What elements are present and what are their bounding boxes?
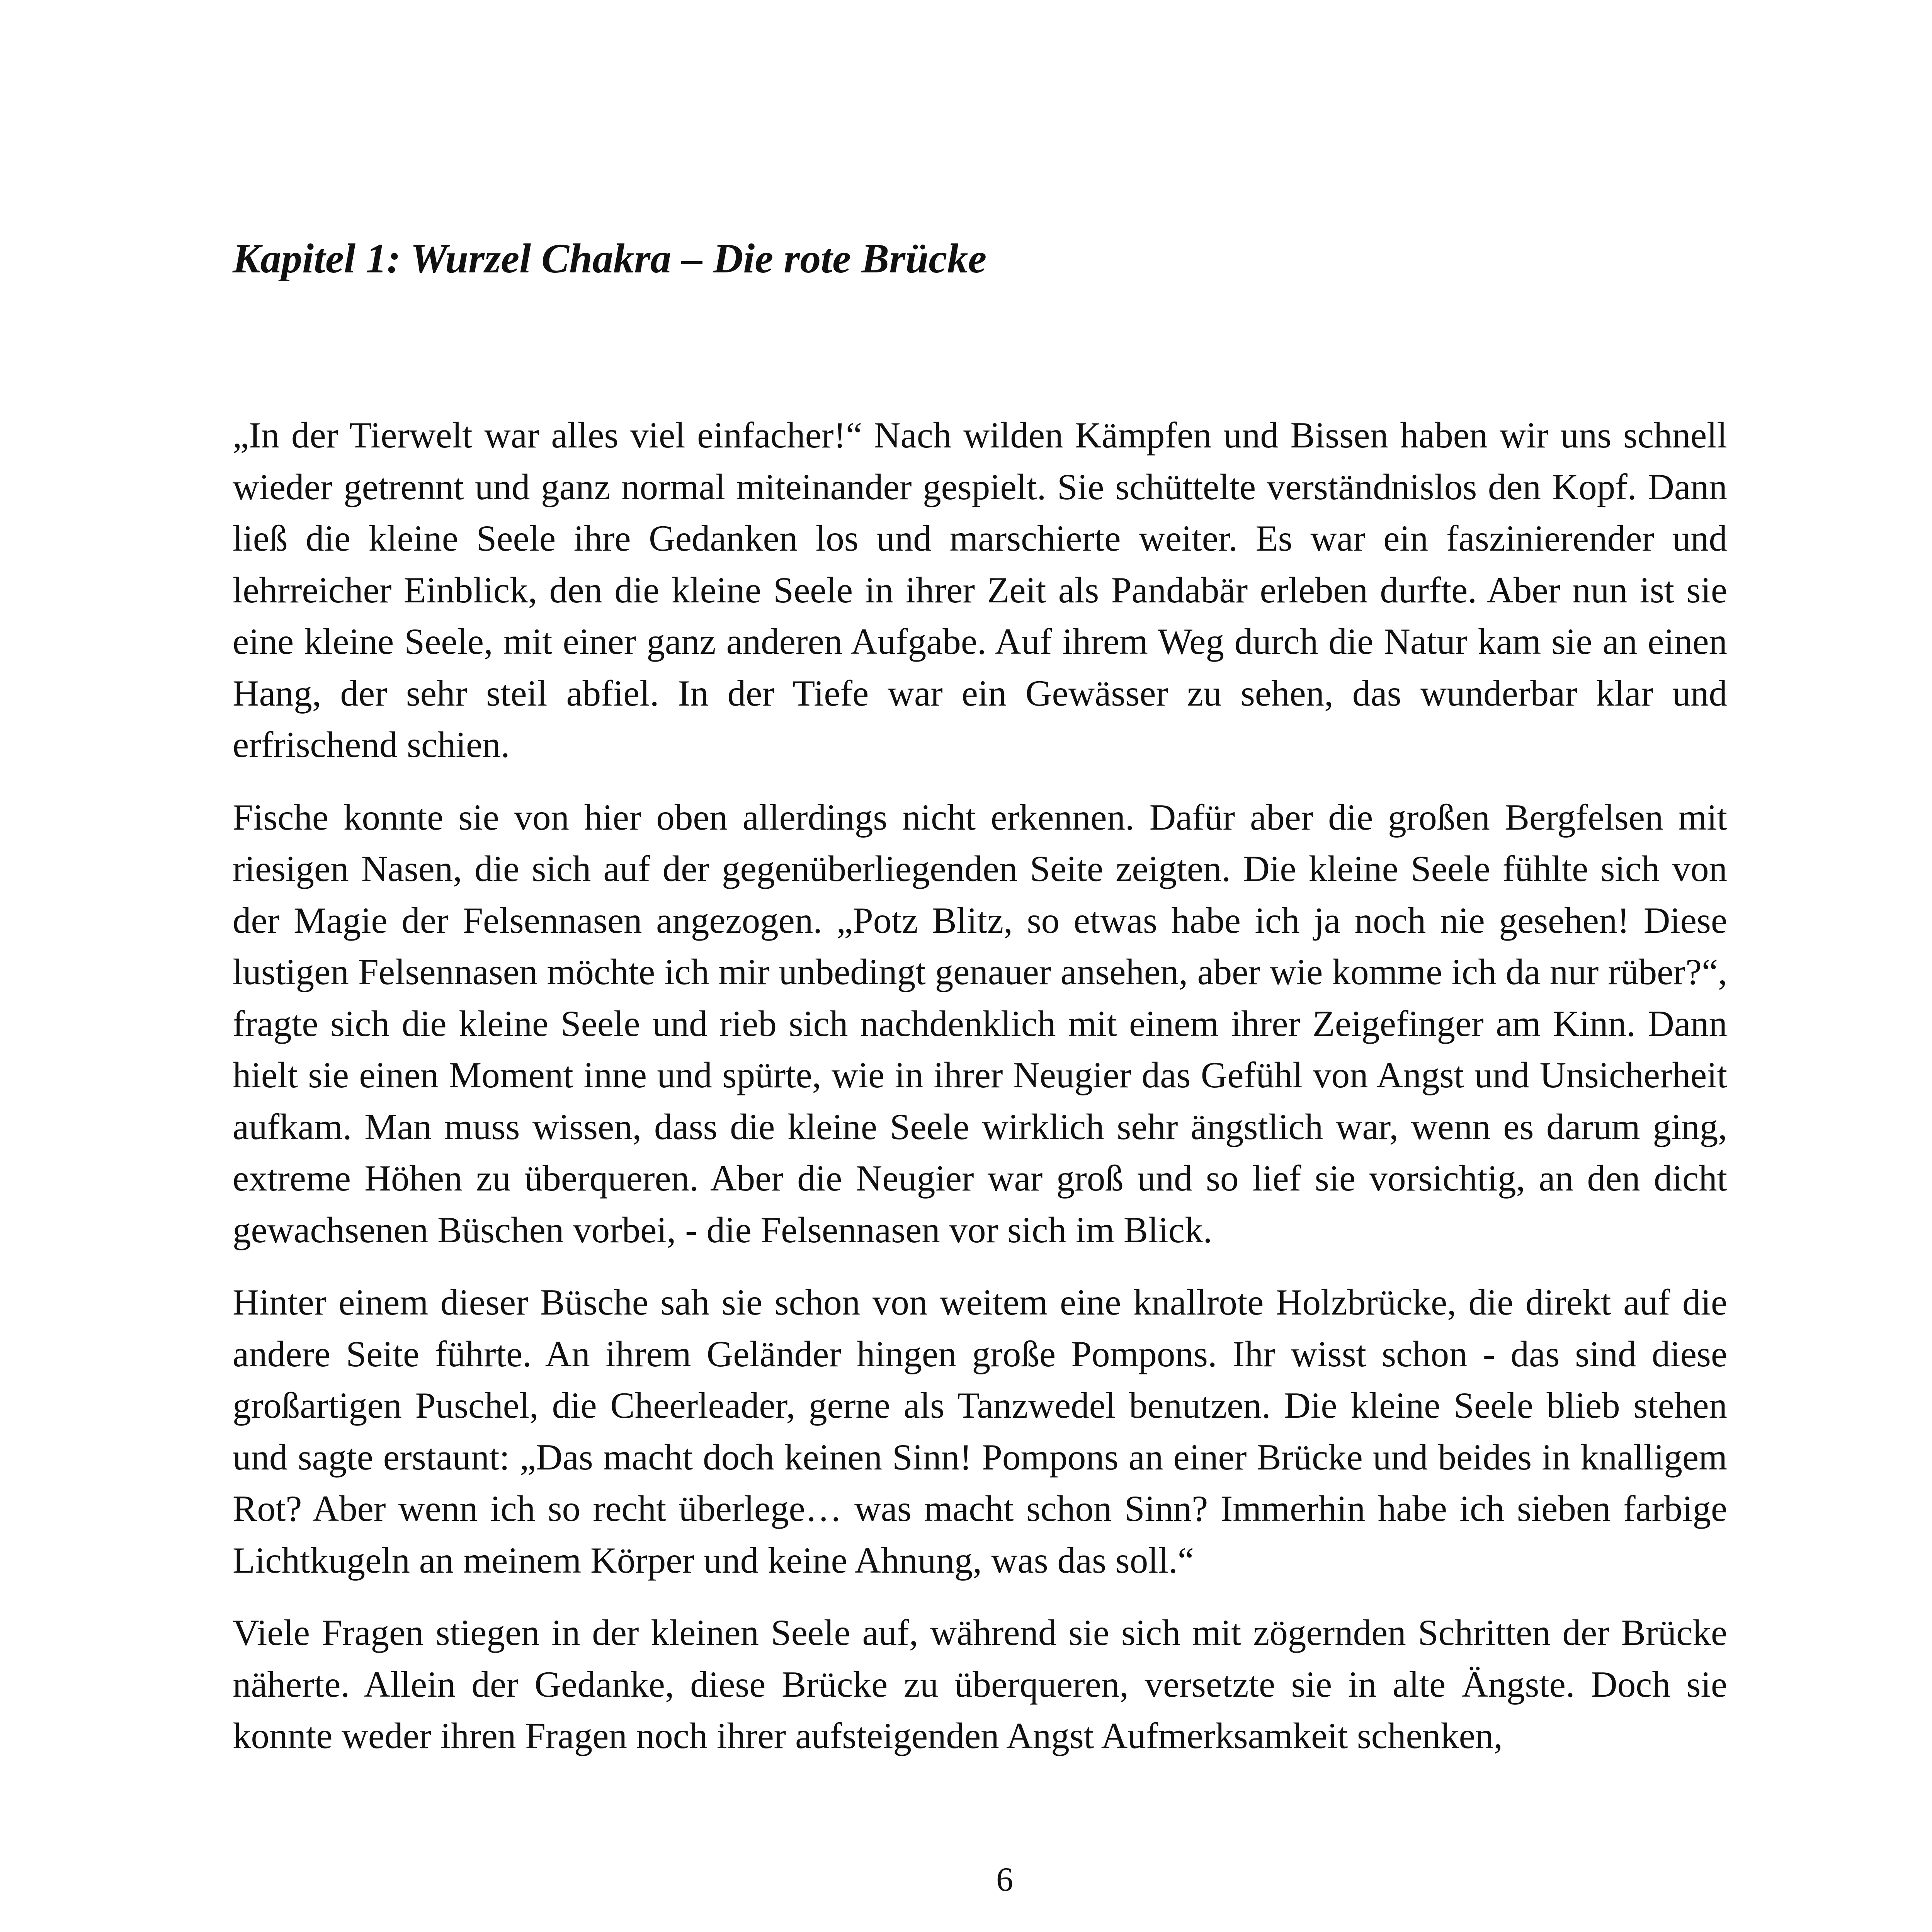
page-number: 6 <box>996 1861 1013 1898</box>
paragraph: „In der Tierwelt war alles viel einfacher!“ Nach wilden Kämpfen und Bissen haben wir uns schnell wieder getrennt und ganz normal miteinander gespielt. Sie schüttelte verständnislos den Kopf. Dann ließ die kleine Seele ihre Gedanken los und marschierte weiter. Es war ein faszinierender und lehrreicher Einblick, den die kleine Seele in ihrer Zeit als Pandabär erleben durfte. Aber nun ist sie eine kleine Seele, mit einer ganz anderen Aufgabe. Auf ihrem Weg durch die Natur kam sie an einen Hang, der sehr steil abfiel. In der Tiefe war ein Gewässer zu sehen, das wunderbar klar und erfrischend schien. <box>233 415 1727 765</box>
paragraph: Viele Fragen stiegen in der kleinen Seele auf, während sie sich mit zögernden Schritten der Brücke näherte. Allein der Gedanke, diese Brücke zu überqueren, versetzte sie in alte Ängste. Doch sie konnte weder ihren Fragen noch ihrer aufsteigenden Angst Aufmerksamkeit schenken, <box>233 1612 1727 1756</box>
body-text <box>233 410 1727 1783</box>
chapter-title: Kapitel 1: Wurzel Chakra – Die rote Brücke <box>233 236 987 282</box>
paragraph: Fische konnte sie von hier oben allerdings nicht erkennen. Dafür aber die großen Bergfelsen mit riesigen Nasen, die sich auf der gegenüberliegenden Seite zeigten. Die kleine Seele fühlte sich von der Magie der Felsennasen angezogen. „Potz Blitz, so etwas habe ich ja noch nie gesehen! Diese lustigen Felsennasen möchte ich mir unbedingt genauer ansehen, aber wie komme ich da nur rüber?“, fragte sich die kleine Seele und rieb sich nachdenklich mit einem ihrer Zeigefinger am Kinn. Dann hielt sie einen Moment inne und spürte, wie in ihrer Neugier das Gefühl von Angst und Unsicherheit aufkam. Man muss wissen, dass die kleine Seele wirklich sehr ängstlich war, wenn es darum ging, extreme Höhen zu überqueren. Aber die Neugier war groß und so lief sie vorsichtig, an den dicht gewachsenen Büschen vorbei, - die Felsennasen vor sich im Blick. <box>233 796 1727 1250</box>
paragraph: Hinter einem dieser Büsche sah sie schon von weitem eine knallrote Holzbrücke, die direkt auf die andere Seite führte. An ihrem Geländer hingen große Pompons. Ihr wisst schon - das sind diese großartigen Puschel, die Cheerleader, gerne als Tanzwedel benutzen. Die kleine Seele blieb stehen und sagte erstaunt: „Das macht doch keinen Sinn! Pompons an einer Brücke und beides in knalligem Rot? Aber wenn ich so recht überlege… was macht schon Sinn? Immerhin habe ich sieben farbige Lichtkugeln an meinem Körper und keine Ahnung, was das soll.“ <box>233 1282 1727 1581</box>
